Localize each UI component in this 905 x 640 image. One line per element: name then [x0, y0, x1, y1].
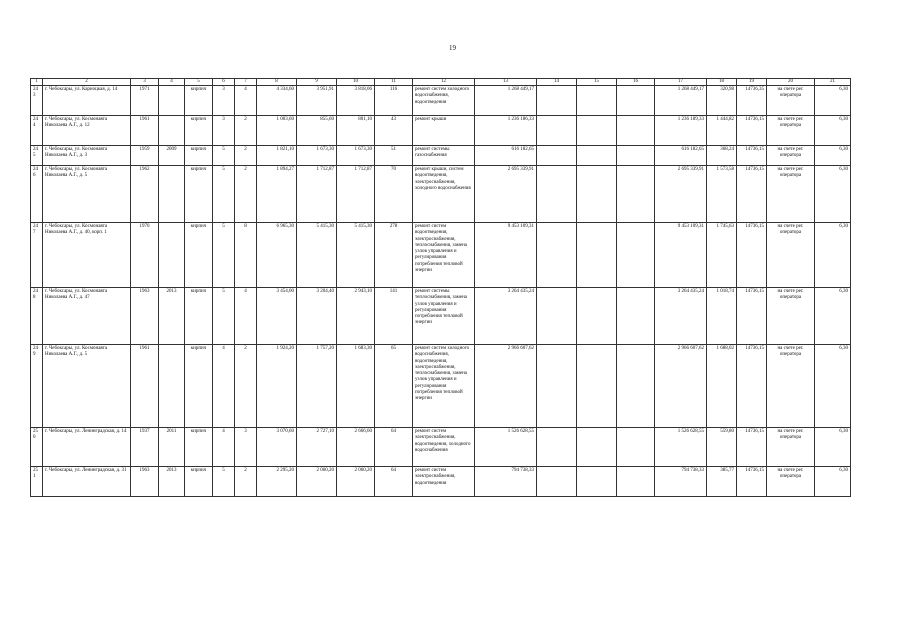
table-cell: на счете рег. оператора [767, 223, 815, 288]
table-cell: г. Чебоксары, ул. Кариоцкая, д. 14 [43, 86, 131, 116]
table-cell: 14736,15 [737, 223, 767, 288]
table-cell: 1 757,20 [297, 345, 337, 428]
table-cell: 6,30 [815, 86, 851, 116]
table-cell: 4 334,60 [257, 86, 297, 116]
table-cell: на счете рег. оператора [767, 288, 815, 345]
table-cell: ремонт систем холодного водоснабжения, водоотведения, электроснабжения, теплоснабжения, замена узлов управления и регулирования потребления тепловой энергии [413, 345, 475, 428]
table-cell: 3 951,91 [297, 86, 337, 116]
column-number: 14 [537, 79, 577, 86]
table-cell: г. Чебоксары, ул. Космонавта Николаева А.Г., д. 5 [43, 345, 131, 428]
table-cell: 2 060,20 [297, 467, 337, 497]
table-cell: 1 683,30 [337, 345, 375, 428]
table-cell: 1 573,58 [707, 166, 737, 223]
table-cell: 1971 [131, 86, 159, 116]
table-cell: 3 264 435,24 [475, 288, 537, 345]
table-cell: 559,80 [707, 428, 737, 467]
table-cell: 2 727,10 [297, 428, 337, 467]
column-number: 15 [577, 79, 617, 86]
table-cell: 2013 [159, 288, 185, 345]
table-cell: 2 295,20 [257, 467, 297, 497]
table-cell: 14736,15 [737, 146, 767, 166]
table-cell: 2009 [159, 146, 185, 166]
table-cell: 385,77 [707, 467, 737, 497]
table-cell: 3 818,06 [337, 86, 375, 116]
table-cell: 2 060,20 [337, 467, 375, 497]
table-cell [537, 467, 577, 497]
table-cell: 3 [213, 116, 235, 146]
table-cell: г. Чебоксары, ул. Космонавта Николаева А.Г., д. 3 [43, 146, 131, 166]
table-cell [577, 345, 617, 428]
table-cell: ремонт систем холодного водоснабжения, водоотведения [413, 86, 475, 116]
table-cell: 64 [375, 428, 413, 467]
data-table [30, 78, 851, 497]
table-cell: 1 712,87 [297, 166, 337, 223]
table-cell [537, 345, 577, 428]
table-cell: 801,10 [337, 116, 375, 146]
table-cell [159, 345, 185, 428]
table-cell: 1 821,10 [257, 146, 297, 166]
table-cell: ремонт системы газоснабжения [413, 146, 475, 166]
table-cell: 1 018,74 [707, 288, 737, 345]
table-cell: кирпич [185, 146, 213, 166]
table-cell [617, 428, 655, 467]
table-cell: 6,30 [815, 166, 851, 223]
table-cell: кирпич [185, 428, 213, 467]
table-cell: 1 268 449,17 [655, 86, 707, 116]
table-cell: 3 070,60 [257, 428, 297, 467]
table-cell: 2 666,60 [337, 428, 375, 467]
table-row [31, 428, 851, 467]
table-cell: 2 [235, 467, 257, 497]
table-cell: 14736,15 [737, 467, 767, 497]
table-cell [537, 428, 577, 467]
table-cell [537, 86, 577, 116]
column-number: 18 [707, 79, 737, 86]
table-row [31, 288, 851, 345]
table-cell [537, 146, 577, 166]
table-cell [617, 116, 655, 146]
table-cell: 1 924,20 [257, 345, 297, 428]
table-cell: 5 [213, 467, 235, 497]
table-cell: 6,30 [815, 345, 851, 428]
column-number: 20 [767, 79, 815, 86]
column-number: 5 [185, 79, 213, 86]
table-cell: 1 894,27 [257, 166, 297, 223]
table-cell [537, 223, 577, 288]
table-cell: 116 [375, 86, 413, 116]
table-cell: кирпич [185, 86, 213, 116]
table-cell [577, 166, 617, 223]
table-cell: 245 [31, 146, 43, 166]
table-cell [617, 86, 655, 116]
table-cell: 855,60 [297, 116, 337, 146]
column-number: 12 [413, 79, 475, 86]
table-cell: 247 [31, 223, 43, 288]
table-cell [617, 146, 655, 166]
table-cell: 9 453 109,31 [655, 223, 707, 288]
table-cell: 5 415,30 [297, 223, 337, 288]
table-cell: на счете рег. оператора [767, 345, 815, 428]
table-cell: 3 [235, 428, 257, 467]
table-cell: 2 [235, 146, 257, 166]
table-cell: 3 264 435,24 [655, 288, 707, 345]
table-cell: 368,24 [707, 146, 737, 166]
table-cell [577, 146, 617, 166]
column-number: 2 [43, 79, 131, 86]
table-cell: 2 [235, 116, 257, 146]
table-cell: 4 [235, 288, 257, 345]
table-cell: 244 [31, 116, 43, 146]
table-cell: 6,30 [815, 428, 851, 467]
table-cell: 4 [213, 345, 235, 428]
table-cell: 6,30 [815, 467, 851, 497]
table-cell: 3 454,00 [257, 288, 297, 345]
table-cell [537, 288, 577, 345]
table-cell: 6,30 [815, 223, 851, 288]
page-number: 19 [449, 44, 456, 52]
column-number: 6 [213, 79, 235, 86]
table-cell: 14736,15 [737, 166, 767, 223]
column-number: 7 [235, 79, 257, 86]
table-cell [577, 467, 617, 497]
table-cell: 2 966 607,62 [655, 345, 707, 428]
table-cell: 3 [213, 86, 235, 116]
table-cell: г. Чебоксары, ул. Космонавта Николаева А.Г., д. 40, корп. 1 [43, 223, 131, 288]
table-cell [577, 86, 617, 116]
column-number: 11 [375, 79, 413, 86]
table-cell: 1 268 449,17 [475, 86, 537, 116]
column-number: 10 [337, 79, 375, 86]
table-row [31, 467, 851, 497]
table-row [31, 223, 851, 288]
table-row [31, 146, 851, 166]
column-number: 19 [737, 79, 767, 86]
table-cell: 14736,15 [737, 288, 767, 345]
table-cell: 6,30 [815, 116, 851, 146]
table-cell: на счете рег. оператора [767, 146, 815, 166]
table-cell: 246 [31, 166, 43, 223]
table-cell [159, 116, 185, 146]
table-cell: 5 415,30 [337, 223, 375, 288]
table-cell [617, 288, 655, 345]
table-cell: 616 182,65 [475, 146, 537, 166]
table-cell: г. Чебоксары, ул. Ленинградская, д. 31 [43, 467, 131, 497]
table-cell [159, 86, 185, 116]
table-cell: 794 738,33 [475, 467, 537, 497]
table-body [31, 79, 851, 497]
table-cell: 5 [213, 223, 235, 288]
table-cell: 1 712,87 [337, 166, 375, 223]
table-cell: 3 204,40 [297, 288, 337, 345]
table-cell: на счете рег. оператора [767, 428, 815, 467]
table-cell: 2 695 339,91 [475, 166, 537, 223]
table-cell: г. Чебоксары, ул. Космонавта Николаева А.Г., д. 12 [43, 116, 131, 146]
table-cell: 1937 [131, 428, 159, 467]
table-cell: 2 943,10 [337, 288, 375, 345]
table-cell: 2011 [159, 428, 185, 467]
table-cell: 4 [235, 86, 257, 116]
table-cell: кирпич [185, 166, 213, 223]
table-cell: 251 [31, 467, 43, 497]
table-row [31, 345, 851, 428]
table-cell [537, 116, 577, 146]
table-cell: 2 [235, 345, 257, 428]
table-cell: 1 673,30 [297, 146, 337, 166]
table-cell: 5 [213, 166, 235, 223]
table-cell: на счете рег. оператора [767, 86, 815, 116]
table-cell: 14736,15 [737, 345, 767, 428]
table-cell [617, 166, 655, 223]
table-row [31, 86, 851, 116]
table-cell [617, 345, 655, 428]
table-cell: 5 [213, 288, 235, 345]
table-cell: 1962 [131, 166, 159, 223]
column-number-row [31, 79, 851, 86]
table-cell: г. Чебоксары, ул. Ленинградская, д. 14 [43, 428, 131, 467]
table-cell: 9 453 109,31 [475, 223, 537, 288]
table-cell: 248 [31, 288, 43, 345]
table-cell: кирпич [185, 467, 213, 497]
table-cell: 6,30 [815, 146, 851, 166]
table-cell: 1 526 628,55 [655, 428, 707, 467]
table-cell: 1 673,30 [337, 146, 375, 166]
column-number: 8 [257, 79, 297, 86]
table-cell: кирпич [185, 116, 213, 146]
table-cell: кирпич [185, 223, 213, 288]
table-cell: 4 [213, 428, 235, 467]
table-cell: 6 965,30 [257, 223, 297, 288]
table-cell: 1 745,63 [707, 223, 737, 288]
table-cell: 1 444,82 [707, 116, 737, 146]
table-cell [577, 223, 617, 288]
table-row [31, 166, 851, 223]
column-number: 3 [131, 79, 159, 86]
table-cell: на счете рег. оператора [767, 116, 815, 146]
table-cell [577, 116, 617, 146]
table-row [31, 116, 851, 146]
table-cell: кирпич [185, 288, 213, 345]
table-cell [159, 166, 185, 223]
table-cell: 278 [375, 223, 413, 288]
table-cell: 1 236 189,33 [655, 116, 707, 146]
table-cell: 1 688,02 [707, 345, 737, 428]
column-number: 13 [475, 79, 537, 86]
table-cell: на счете рег. оператора [767, 166, 815, 223]
column-number: 9 [297, 79, 337, 86]
table-cell [617, 223, 655, 288]
table-cell: 616 182,65 [655, 146, 707, 166]
table-cell: 2 [235, 166, 257, 223]
column-number: 16 [617, 79, 655, 86]
table-cell: 2013 [159, 467, 185, 497]
table-cell: ремонт систем электроснабжения, водоотведения, холодного водоснабжения [413, 428, 475, 467]
column-number: 1 [31, 79, 43, 86]
table-cell [537, 166, 577, 223]
table-cell: 243 [31, 86, 43, 116]
table-cell: 320,98 [707, 86, 737, 116]
table-cell: 1963 [131, 288, 159, 345]
table-cell: г. Чебоксары, ул. Космонавта Николаева А.Г., д. 5 [43, 166, 131, 223]
table-cell: 1959 [131, 146, 159, 166]
table-cell: 794 738,33 [655, 467, 707, 497]
table-cell [577, 428, 617, 467]
table-cell: ремонт крыши [413, 116, 475, 146]
table-cell: г. Чебоксары, ул. Космонавта Николаева А.Г., д. 47 [43, 288, 131, 345]
column-number: 17 [655, 79, 707, 86]
table-cell: 249 [31, 345, 43, 428]
table-cell: 51 [375, 146, 413, 166]
table-cell: 70 [375, 166, 413, 223]
table-cell: ремонт систем водоотведения, электроснабжения, теплоснабжения, замена узлов управления и регулирования потребления тепловой энергии [413, 223, 475, 288]
table-cell: 65 [375, 345, 413, 428]
table-cell: 64 [375, 467, 413, 497]
table-cell: 250 [31, 428, 43, 467]
table-cell: 1961 [131, 116, 159, 146]
table-cell: 43 [375, 116, 413, 146]
column-number: 4 [159, 79, 185, 86]
table-cell: 2 695 339,91 [655, 166, 707, 223]
table-cell [617, 467, 655, 497]
table-cell: 1 236 186,33 [475, 116, 537, 146]
table-cell: 1961 [131, 345, 159, 428]
table-cell: кирпич [185, 345, 213, 428]
table-cell: на счете рег. оператора [767, 467, 815, 497]
table-cell: 14736,35 [737, 86, 767, 116]
column-number: 21 [815, 79, 851, 86]
table-cell: 1 526 628,55 [475, 428, 537, 467]
table-cell: 14736,15 [737, 428, 767, 467]
table-cell [577, 288, 617, 345]
table-cell: ремонт системы теплоснабжения, замена узлов управления и регулирования потребления тепловой энергии [413, 288, 475, 345]
table-cell: 141 [375, 288, 413, 345]
table-cell: 8 [235, 223, 257, 288]
table-cell: 14736,15 [737, 116, 767, 146]
table-cell: 1 003,60 [257, 116, 297, 146]
table-cell: 1970 [131, 223, 159, 288]
table-cell: 1963 [131, 467, 159, 497]
table-cell: 5 [213, 146, 235, 166]
table-cell: ремонт систем электроснабжения, водоотведения [413, 467, 475, 497]
table-cell: 6,30 [815, 288, 851, 345]
table-cell: 2 966 607,62 [475, 345, 537, 428]
table-cell [159, 223, 185, 288]
table-cell: ремонт крыши, систем водоотведения, электроснабжения, холодного водоснабжения [413, 166, 475, 223]
